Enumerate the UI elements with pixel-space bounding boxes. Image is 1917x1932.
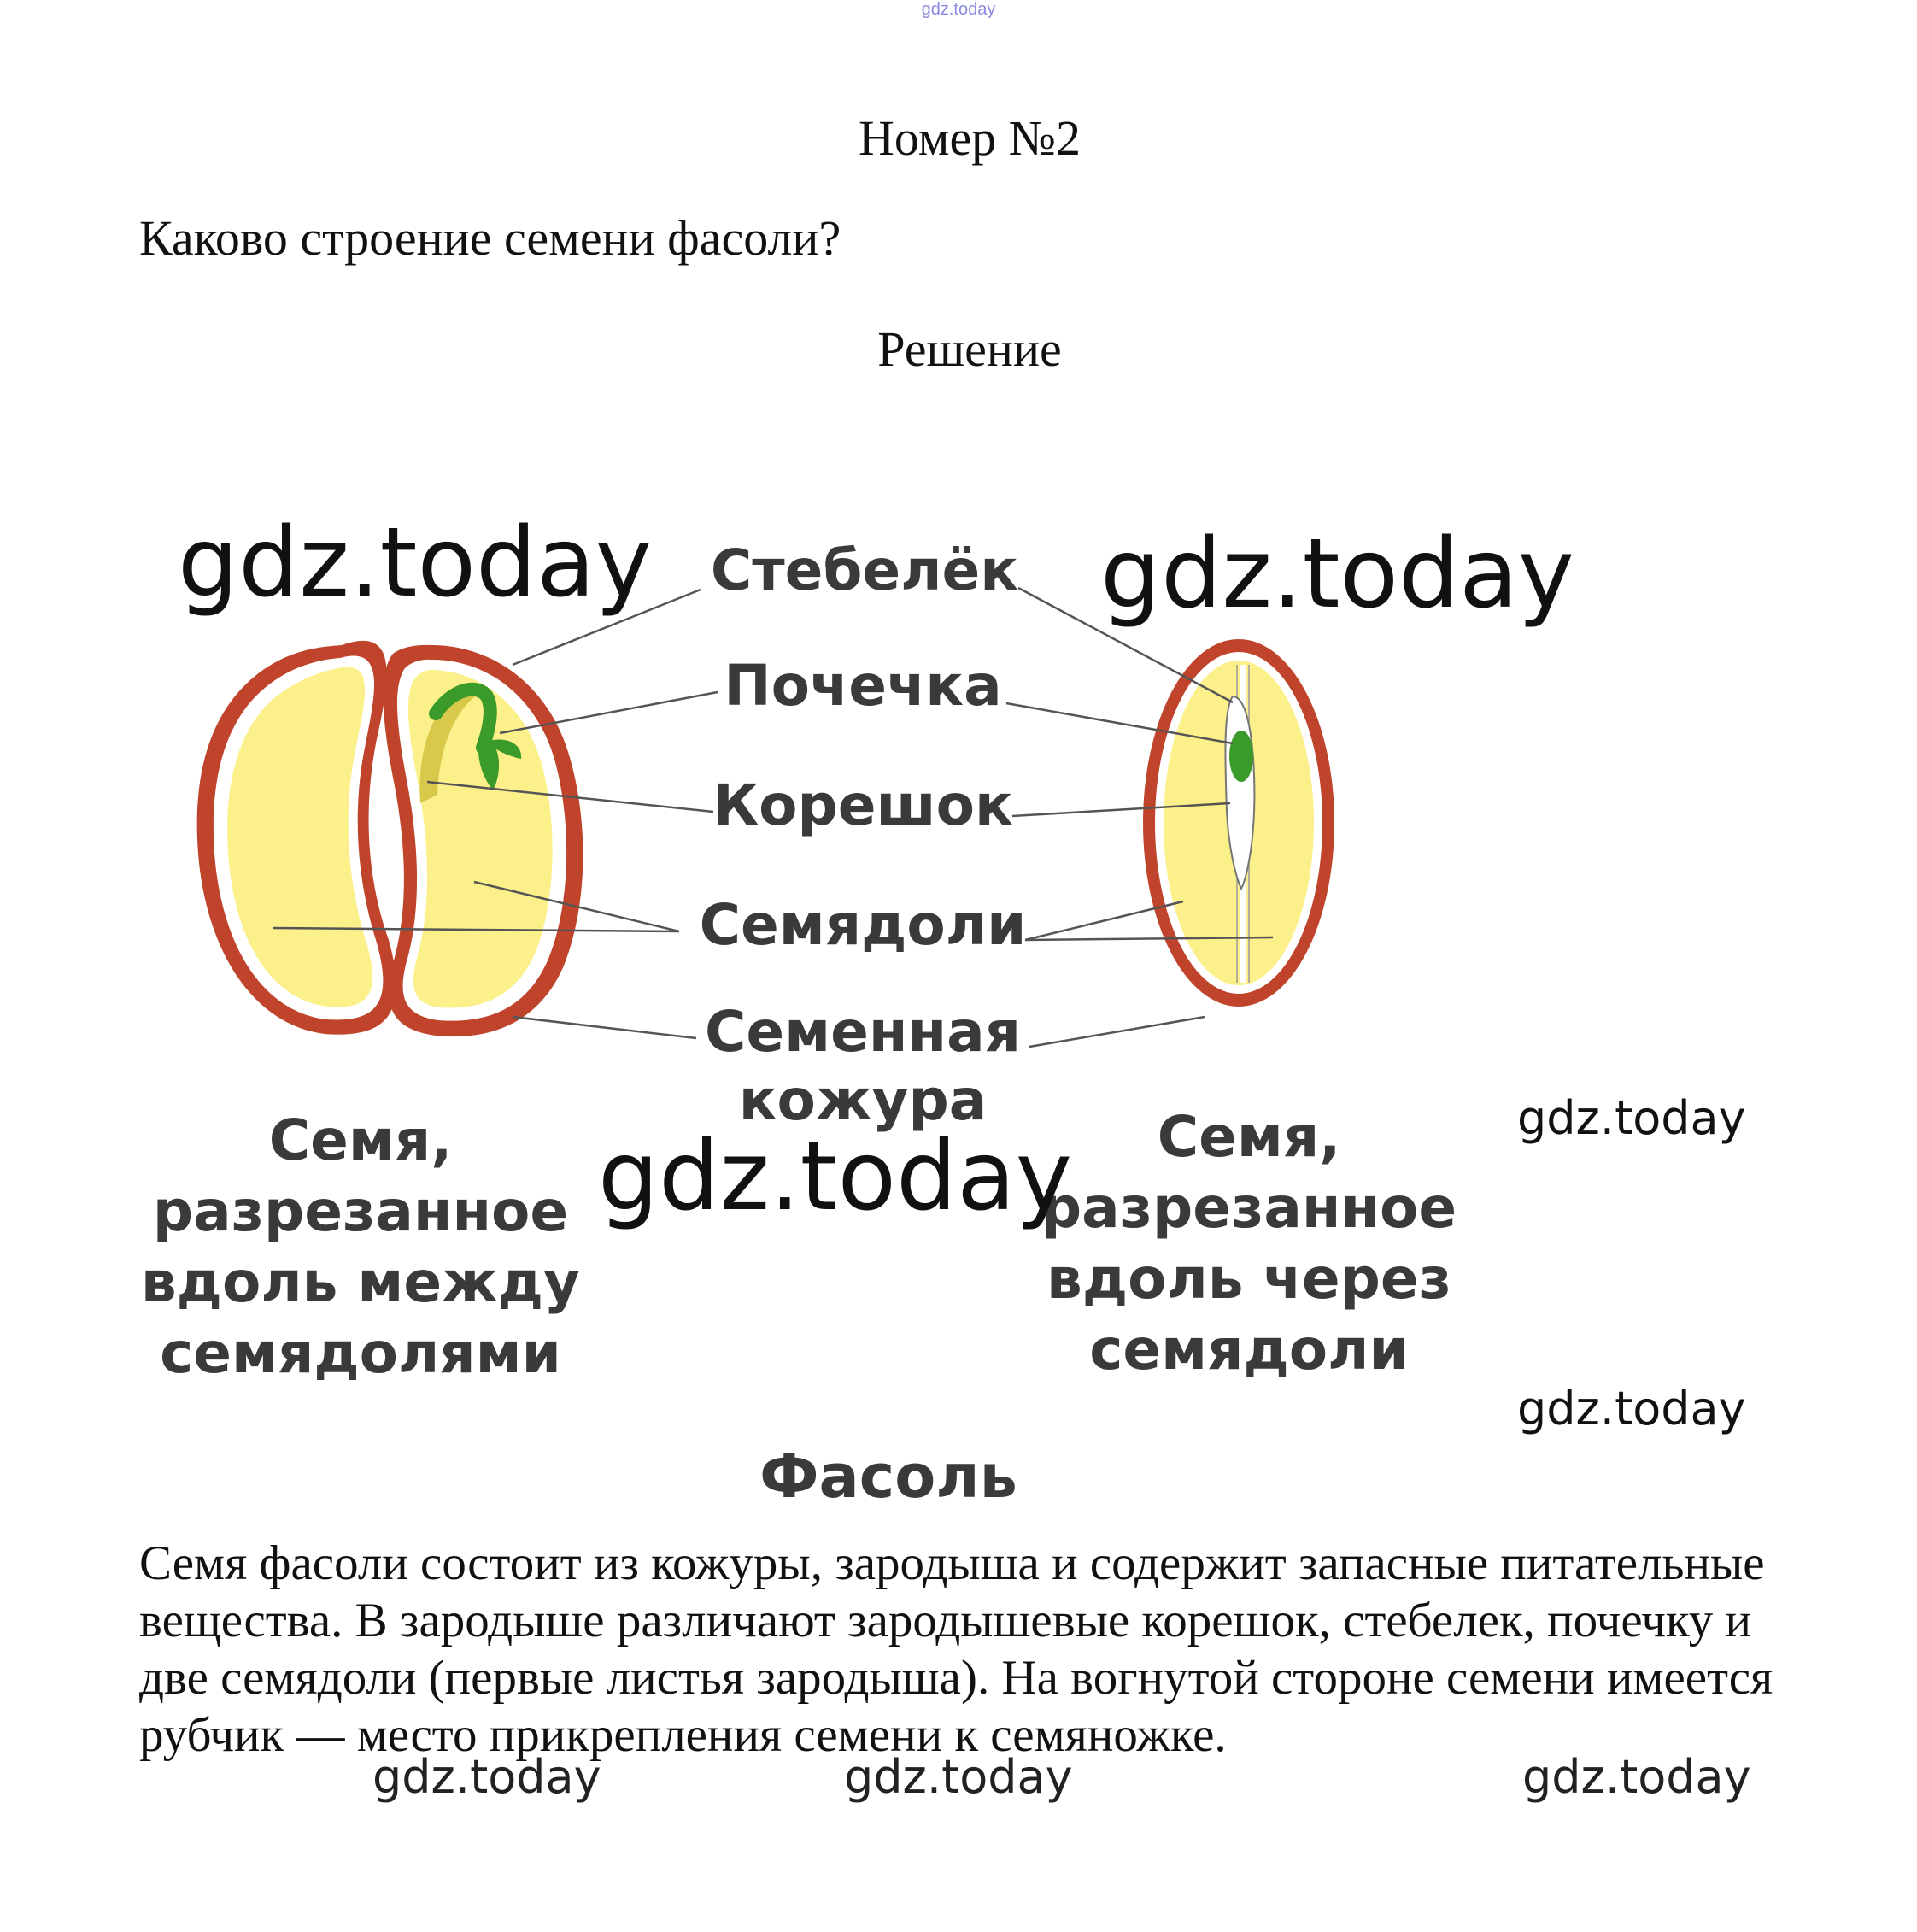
label-cotyledons: Семядоли <box>699 892 1027 958</box>
label-seed-coat-1: Семенная <box>704 999 1022 1065</box>
right-caption <box>1041 1104 1457 1383</box>
right-caption-line: Семя, <box>1157 1104 1341 1170</box>
watermark: gdz.today <box>1100 519 1575 630</box>
task-heading: Номер №2 <box>858 110 1082 166</box>
figure-title: Фасоль <box>759 1442 1017 1512</box>
label-root: Корешок <box>712 772 1013 838</box>
right-caption-line: семядоли <box>1089 1317 1409 1383</box>
left-caption-line: Семя, <box>268 1107 453 1173</box>
bean-seed-diagram <box>0 479 1917 1521</box>
solution-heading: Решение <box>877 321 1062 377</box>
left-caption-line: вдоль между <box>140 1249 581 1315</box>
left-caption <box>141 1107 580 1386</box>
right-caption-line: вдоль через <box>1046 1246 1451 1312</box>
watermark: gdz.today <box>844 1750 1073 1804</box>
watermark: gdz.today <box>372 1750 601 1804</box>
watermark: gdz.today <box>178 508 653 619</box>
right-seed <box>1143 639 1334 1007</box>
right-embryo-bud <box>1229 731 1253 782</box>
watermark: gdz.today <box>1517 1382 1746 1436</box>
left-caption-line: семядолями <box>160 1320 561 1386</box>
coat-leader-left <box>513 1017 696 1038</box>
watermark: gdz.today <box>598 1121 1073 1232</box>
left-caption-line: разрезанное <box>152 1178 569 1244</box>
answer-text: Семя фасоли состоит из кожуры, зародыша и содержит запасные питательные вещества. В зародыше различают зародышевые корешок, стебелек, почечку и две семядоли (первые листья зародыша). На вогнутой стороне семени имеется рубчик — место прикрепления семени к семяножке. <box>139 1536 1773 1762</box>
label-stem: Стебелёк <box>710 537 1019 603</box>
coat-leader-right <box>1029 1017 1205 1047</box>
task-question: Каково строение семени фасоли? <box>139 210 841 266</box>
watermark: gdz.today <box>1517 1091 1746 1145</box>
right-caption-line: разрезанное <box>1041 1175 1457 1241</box>
label-bud: Почечка <box>724 653 1002 719</box>
left-seed <box>197 641 583 1036</box>
top-watermark: gdz.today <box>921 0 996 19</box>
watermark: gdz.today <box>1522 1750 1751 1804</box>
label-seed-coat-2: кожура <box>738 1067 988 1133</box>
